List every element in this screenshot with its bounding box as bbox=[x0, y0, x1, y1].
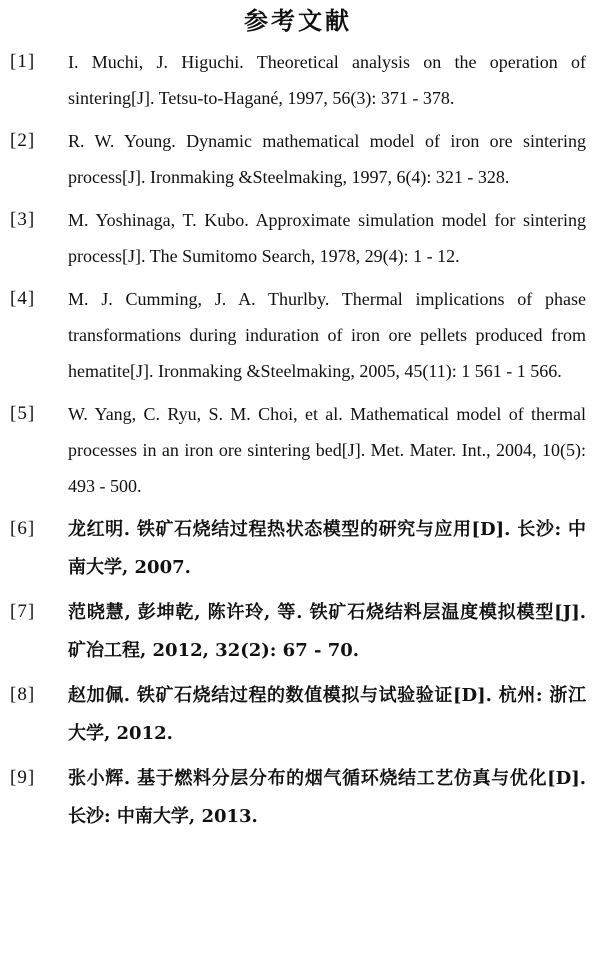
reference-item bbox=[10, 123, 586, 195]
reference-text: M. J. Cumming, J. A. Thurlby. Thermal implications of phase transformations during induration of iron ore pellets produced from hematite[J]. Ironmaking &Steelmaking, 2005, 45(11): 1 561 - 1 566. bbox=[68, 289, 586, 381]
reference-item bbox=[10, 44, 586, 116]
reference-text: 张小辉. 基于燃料分层分布的烟气循环烧结工艺仿真与优化[D]. 长沙: 中南大学, 2013. bbox=[68, 768, 586, 827]
reference-text: I. Muchi, J. Higuchi. Theoretical analysis on the operation of sintering[J]. Tetsu-to-Hagané, 1997, 56(3): 371 - 378. bbox=[68, 52, 586, 108]
reference-text: R. W. Young. Dynamic mathematical model of iron ore sintering process[J]. Ironmaking &Steelmaking, 1997, 6(4): 321 - 328. bbox=[68, 131, 586, 187]
reference-number: [3] bbox=[10, 209, 36, 230]
reference-item bbox=[10, 281, 586, 389]
reference-item bbox=[10, 760, 586, 836]
reference-text: 范晓慧, 彭坤乾, 陈许玲, 等. 铁矿石烧结料层温度模拟模型[J]. 矿冶工程, 2012, 32(2): 67 - 70. bbox=[68, 602, 586, 661]
reference-item bbox=[10, 396, 586, 504]
reference-text: W. Yang, C. Ryu, S. M. Choi, et al. Mathematical model of thermal processes in an iron ore sintering bed[J]. Met. Mater. Int., 2004, 10(5): 493 - 500. bbox=[68, 404, 586, 496]
reference-item bbox=[10, 202, 586, 274]
reference-item bbox=[10, 511, 586, 587]
references-heading: 参考文献 bbox=[244, 7, 352, 35]
reference-item bbox=[10, 594, 586, 670]
reference-text: 赵加佩. 铁矿石烧结过程的数值模拟与试验验证[D]. 杭州: 浙江大学, 2012. bbox=[68, 685, 586, 744]
reference-item bbox=[10, 677, 586, 753]
reference-number: [5] bbox=[10, 403, 36, 424]
reference-text: 龙红明. 铁矿石烧结过程热状态模型的研究与应用[D]. 长沙: 中南大学, 2007. bbox=[68, 519, 586, 578]
reference-text: M. Yoshinaga, T. Kubo. Approximate simulation model for sintering process[J]. The Sumitomo Search, 1978, 29(4): 1 - 12. bbox=[68, 210, 586, 266]
reference-list bbox=[10, 44, 586, 836]
reference-number: [1] bbox=[10, 51, 36, 72]
reference-number: [9] bbox=[10, 767, 36, 788]
reference-number: [2] bbox=[10, 130, 36, 151]
reference-number: [8] bbox=[10, 684, 36, 705]
reference-number: [6] bbox=[10, 518, 36, 539]
reference-number: [4] bbox=[10, 288, 36, 309]
reference-number: [7] bbox=[10, 601, 36, 622]
